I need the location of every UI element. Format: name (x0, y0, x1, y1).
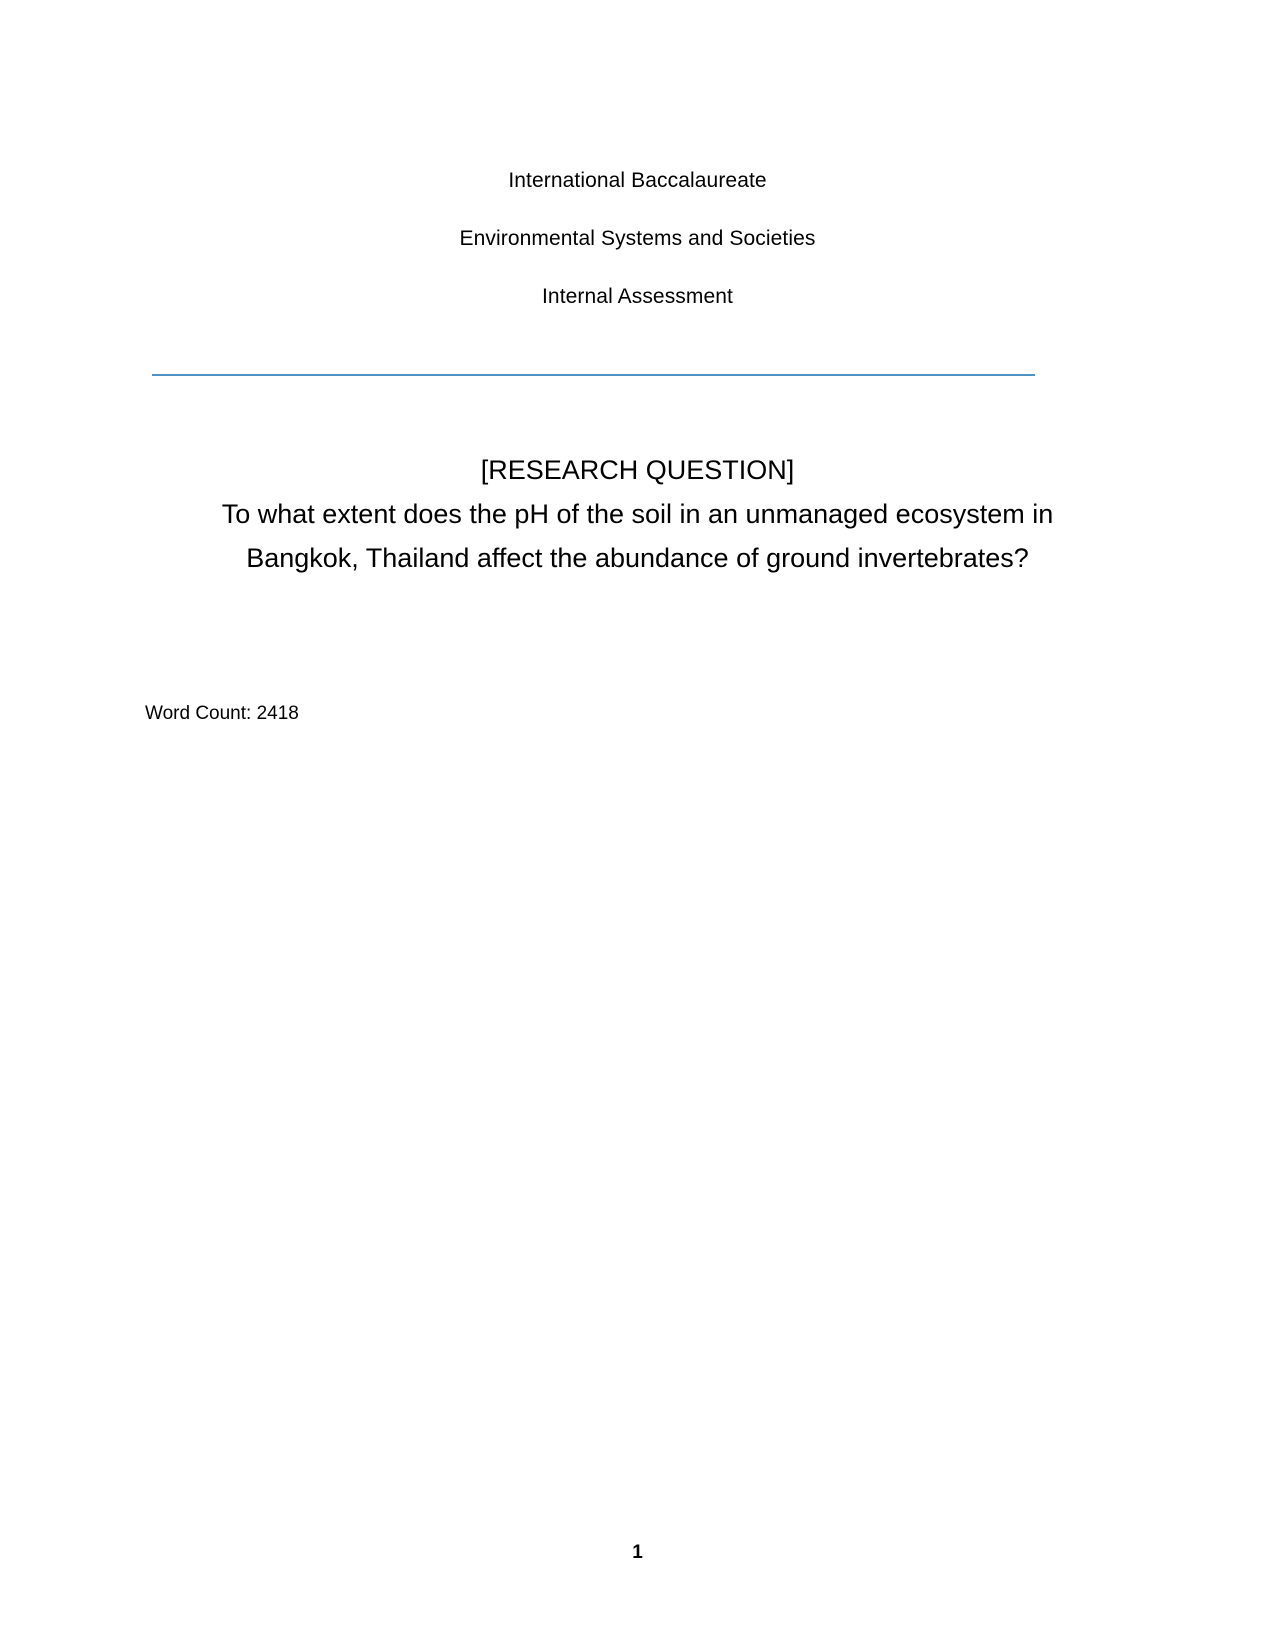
header-line-institution: International Baccalaureate (508, 169, 767, 192)
research-question-line-1: To what extent does the pH of the soil in an unmanaged ecosystem in (221, 499, 1054, 529)
header-line-subject: Environmental Systems and Societies (459, 227, 816, 250)
research-question-block (0, 448, 1275, 580)
research-question-text (0, 492, 1275, 580)
page-footer (0, 1540, 1275, 1566)
horizontal-divider (152, 374, 1035, 384)
word-count-label: Word Count: 2418 (145, 703, 299, 724)
research-question-line-2: Bangkok, Thailand affect the abundance of ground invertebrates? (246, 543, 1029, 573)
divider-line (152, 374, 1035, 376)
header-line-assessment-type: Internal Assessment (542, 285, 733, 308)
title-header-block (0, 152, 1275, 326)
page-number: 1 (632, 1542, 643, 1563)
research-question-heading: [RESEARCH QUESTION] (480, 455, 795, 485)
